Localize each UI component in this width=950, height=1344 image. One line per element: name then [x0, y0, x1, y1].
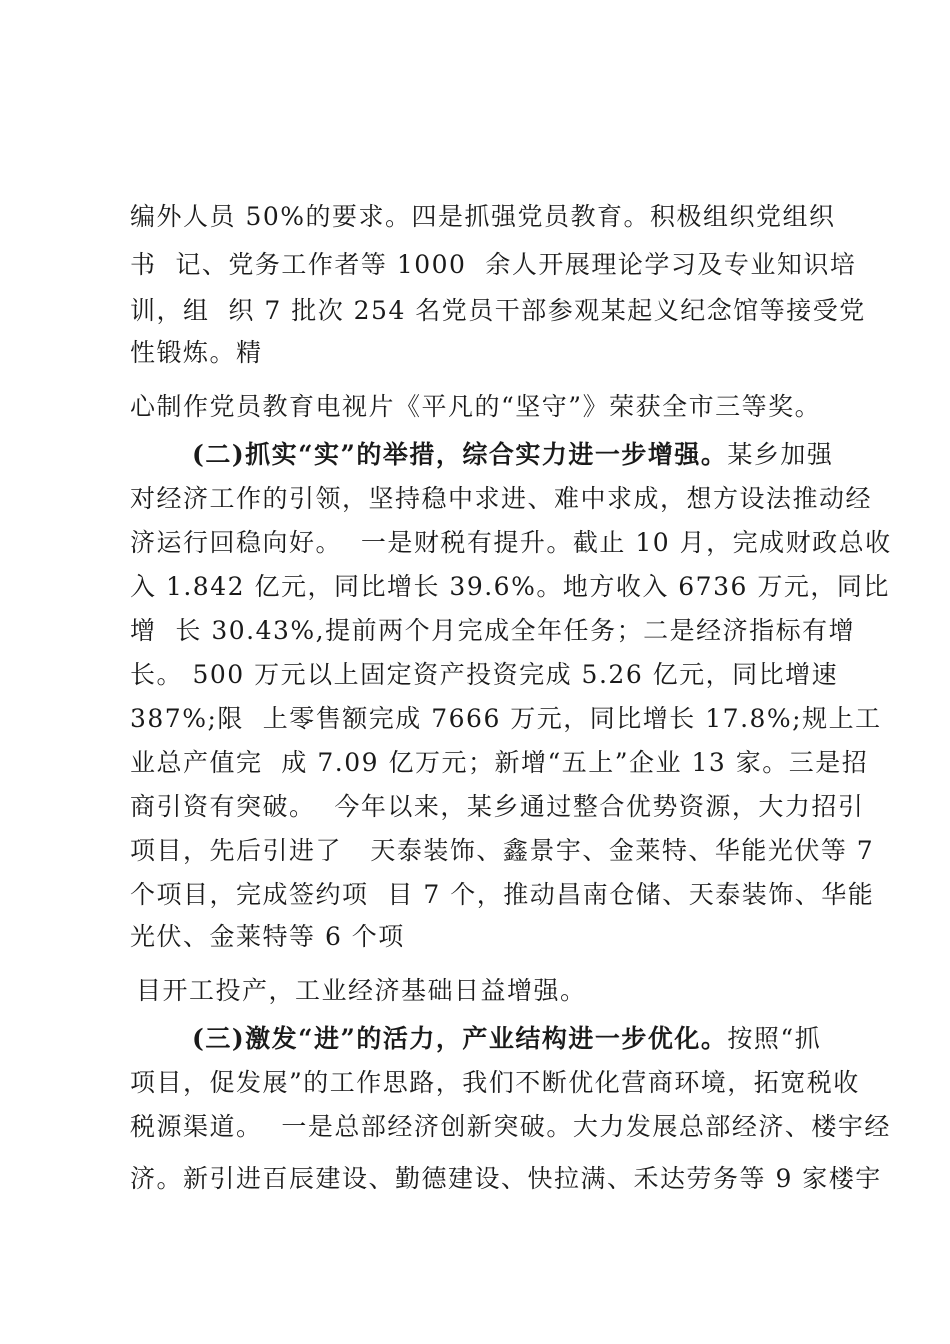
section-heading-3 [192, 1024, 821, 1054]
heading-bold-text: (三)激发“进”的活力，产业结构进一步优化。 [192, 1024, 728, 1053]
text-line: 目开工投产，工业经济基础日益增强。 [136, 976, 587, 1005]
text-line: 对经济工作的引领，坚持稳中求进、难中求成，想方设法推动经 [130, 484, 873, 513]
text-line: 项目，促发展”的工作思路，我们不断优化营商环境，拓宽税收 [130, 1068, 860, 1097]
text-line: 增 长 30.43%,提前两个月完成全年任务；二是经济指标有增 [130, 616, 856, 645]
text-line: 个项目，完成签约项 目 7 个，推动昌南仓储、天泰装饰、华能 [130, 880, 875, 909]
heading-rest-text: 某乡加强 [727, 440, 834, 469]
heading-rest-text: 按照“抓 [727, 1024, 822, 1053]
text-line: 书 记、党务工作者等 1000 余人开展理论学习及专业知识培 [130, 250, 857, 279]
text-line: 训，组 织 7 批次 254 名党员干部参观某起义纪念馆等接受党 [130, 296, 866, 325]
text-line: 光伏、金莱特等 6 个项 [130, 922, 405, 951]
text-line: 心制作党员教育电视片《平凡的“坚守”》荣获全市三等奖。 [130, 392, 822, 421]
text-line: 业总产值完 成 7.09 亿万元；新增“五上”企业 13 家。三是招 [130, 748, 869, 777]
heading-bold-text: (二)抓实“实”的举措，综合实力进一步增强。 [192, 440, 728, 469]
text-line: 税源渠道。 一是总部经济创新突破。大力发展总部经济、楼宇经 [130, 1112, 891, 1141]
text-line: 济。新引进百辰建设、勤德建设、快拉满、禾达劳务等 9 家楼宇 [130, 1164, 882, 1193]
section-heading-2 [192, 440, 833, 470]
text-line: 编外人员 50%的要求。四是抓强党员教育。积极组织党组织 [130, 202, 836, 231]
text-line: 入 1.842 亿元，同比增长 39.6%。地方收入 6736 万元，同比 [130, 572, 890, 601]
text-line: 商引资有突破。 今年以来，某乡通过整合优势资源，大力招引 [130, 792, 865, 821]
text-line: 济运行回稳向好。 一是财税有提升。截止 10 月，完成财政总收 [130, 528, 892, 557]
text-line: 项目，先后引进了 天泰装饰、鑫景宇、金莱特、华能光伏等 7 [130, 836, 875, 865]
text-line: 387%;限 上零售额完成 7666 万元，同比增长 17.8%;规上工 [130, 704, 882, 733]
text-line: 性锻炼。精 [130, 338, 263, 367]
text-line: 长。 500 万元以上固定资产投资完成 5.26 亿元，同比增速 [130, 660, 839, 689]
